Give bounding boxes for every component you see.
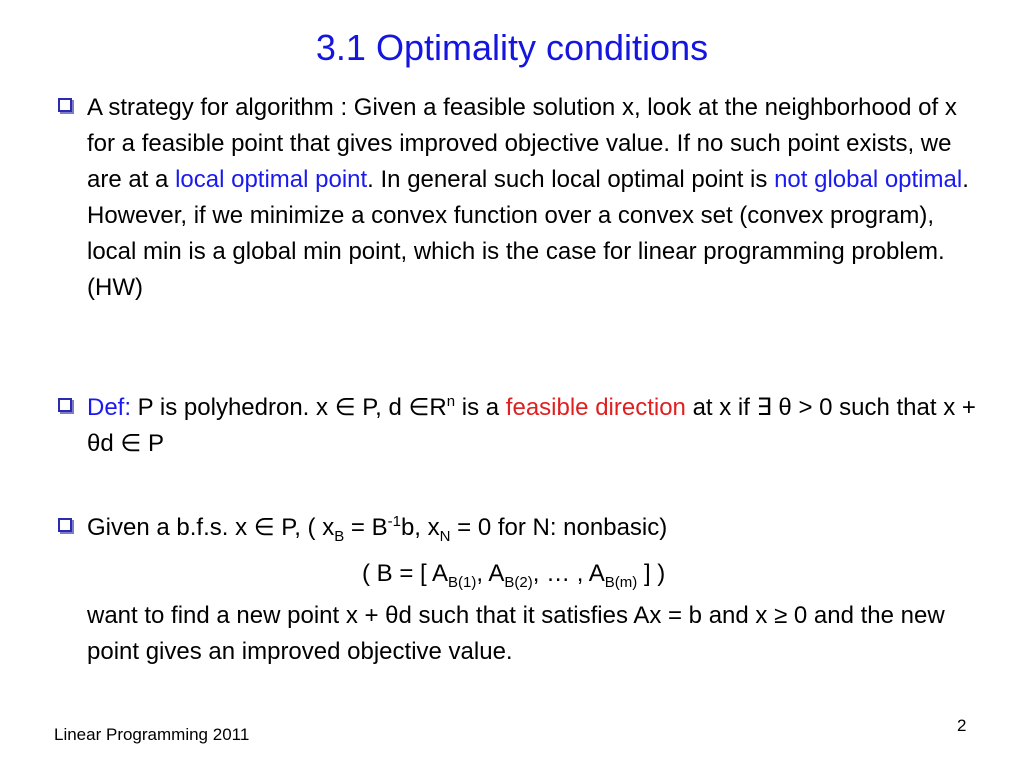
subscript: B(2) [504, 573, 533, 591]
subscript: N [439, 527, 451, 545]
highlight-not-global-optimal: not global optimal [774, 166, 963, 193]
basis-matrix-line [362, 556, 1024, 592]
text-segment: P is polyhedron. x ∈ P, d ∈R [131, 394, 447, 421]
bullet-bfs-text [87, 510, 978, 546]
superscript: -1 [387, 513, 401, 530]
text-segment: ( B = [ A [362, 560, 449, 587]
text-segment: at x if ∃ θ > 0 such that x + θd ∈ P [87, 394, 976, 457]
checkbox-bullet-icon [58, 398, 72, 412]
text-segment: Given a b.f.s. x ∈ P, ( x [87, 514, 335, 541]
bullet-strategy-text [87, 90, 978, 306]
bullet-strategy [58, 90, 978, 306]
slide-title: 3.1 Optimality conditions [315, 27, 709, 68]
text-segment: is a [455, 394, 506, 421]
checkbox-bullet-icon [58, 98, 72, 112]
subscript: B(m) [604, 573, 638, 591]
page-number: 2 [957, 716, 967, 735]
checkbox-bullet-icon [58, 518, 72, 532]
text-segment: , A [476, 560, 505, 587]
text-segment: . However, if we minimize a convex function over a convex set (convex program), local min is a global min point, which is the case for linear programming problem. (HW) [87, 166, 969, 301]
text-segment: A strategy for algorithm : Given a feasible solution x, look at the neighborhood of x for a feasible point that gives improved objective value. If no such point exists, we are at a [87, 94, 957, 193]
bullet-definition-text [87, 390, 978, 462]
subscript: B [334, 527, 345, 545]
footer-text: Linear Programming 2011 [54, 725, 250, 744]
superscript: n [446, 393, 456, 410]
bullet-bfs [58, 510, 978, 546]
text-segment: = 0 for N: nonbasic) [450, 514, 668, 541]
text-segment: , … , A [532, 560, 605, 587]
text-segment: . In general such local optimal point is [367, 166, 775, 193]
text-segment: b, x [400, 514, 440, 541]
text-segment: = B [344, 514, 388, 541]
subscript: B(1) [448, 573, 477, 591]
highlight-feasible-direction: feasible direction [505, 394, 686, 421]
want-line: want to find a new point x + θd such that it satisfies Ax = b and x ≥ 0 and the new point gives an improved objective value. [87, 602, 945, 665]
highlight-local-optimal-point: local optimal point [175, 166, 368, 193]
def-label: Def: [87, 394, 132, 421]
bullet-definition [58, 390, 978, 462]
text-segment: ] ) [637, 560, 666, 587]
